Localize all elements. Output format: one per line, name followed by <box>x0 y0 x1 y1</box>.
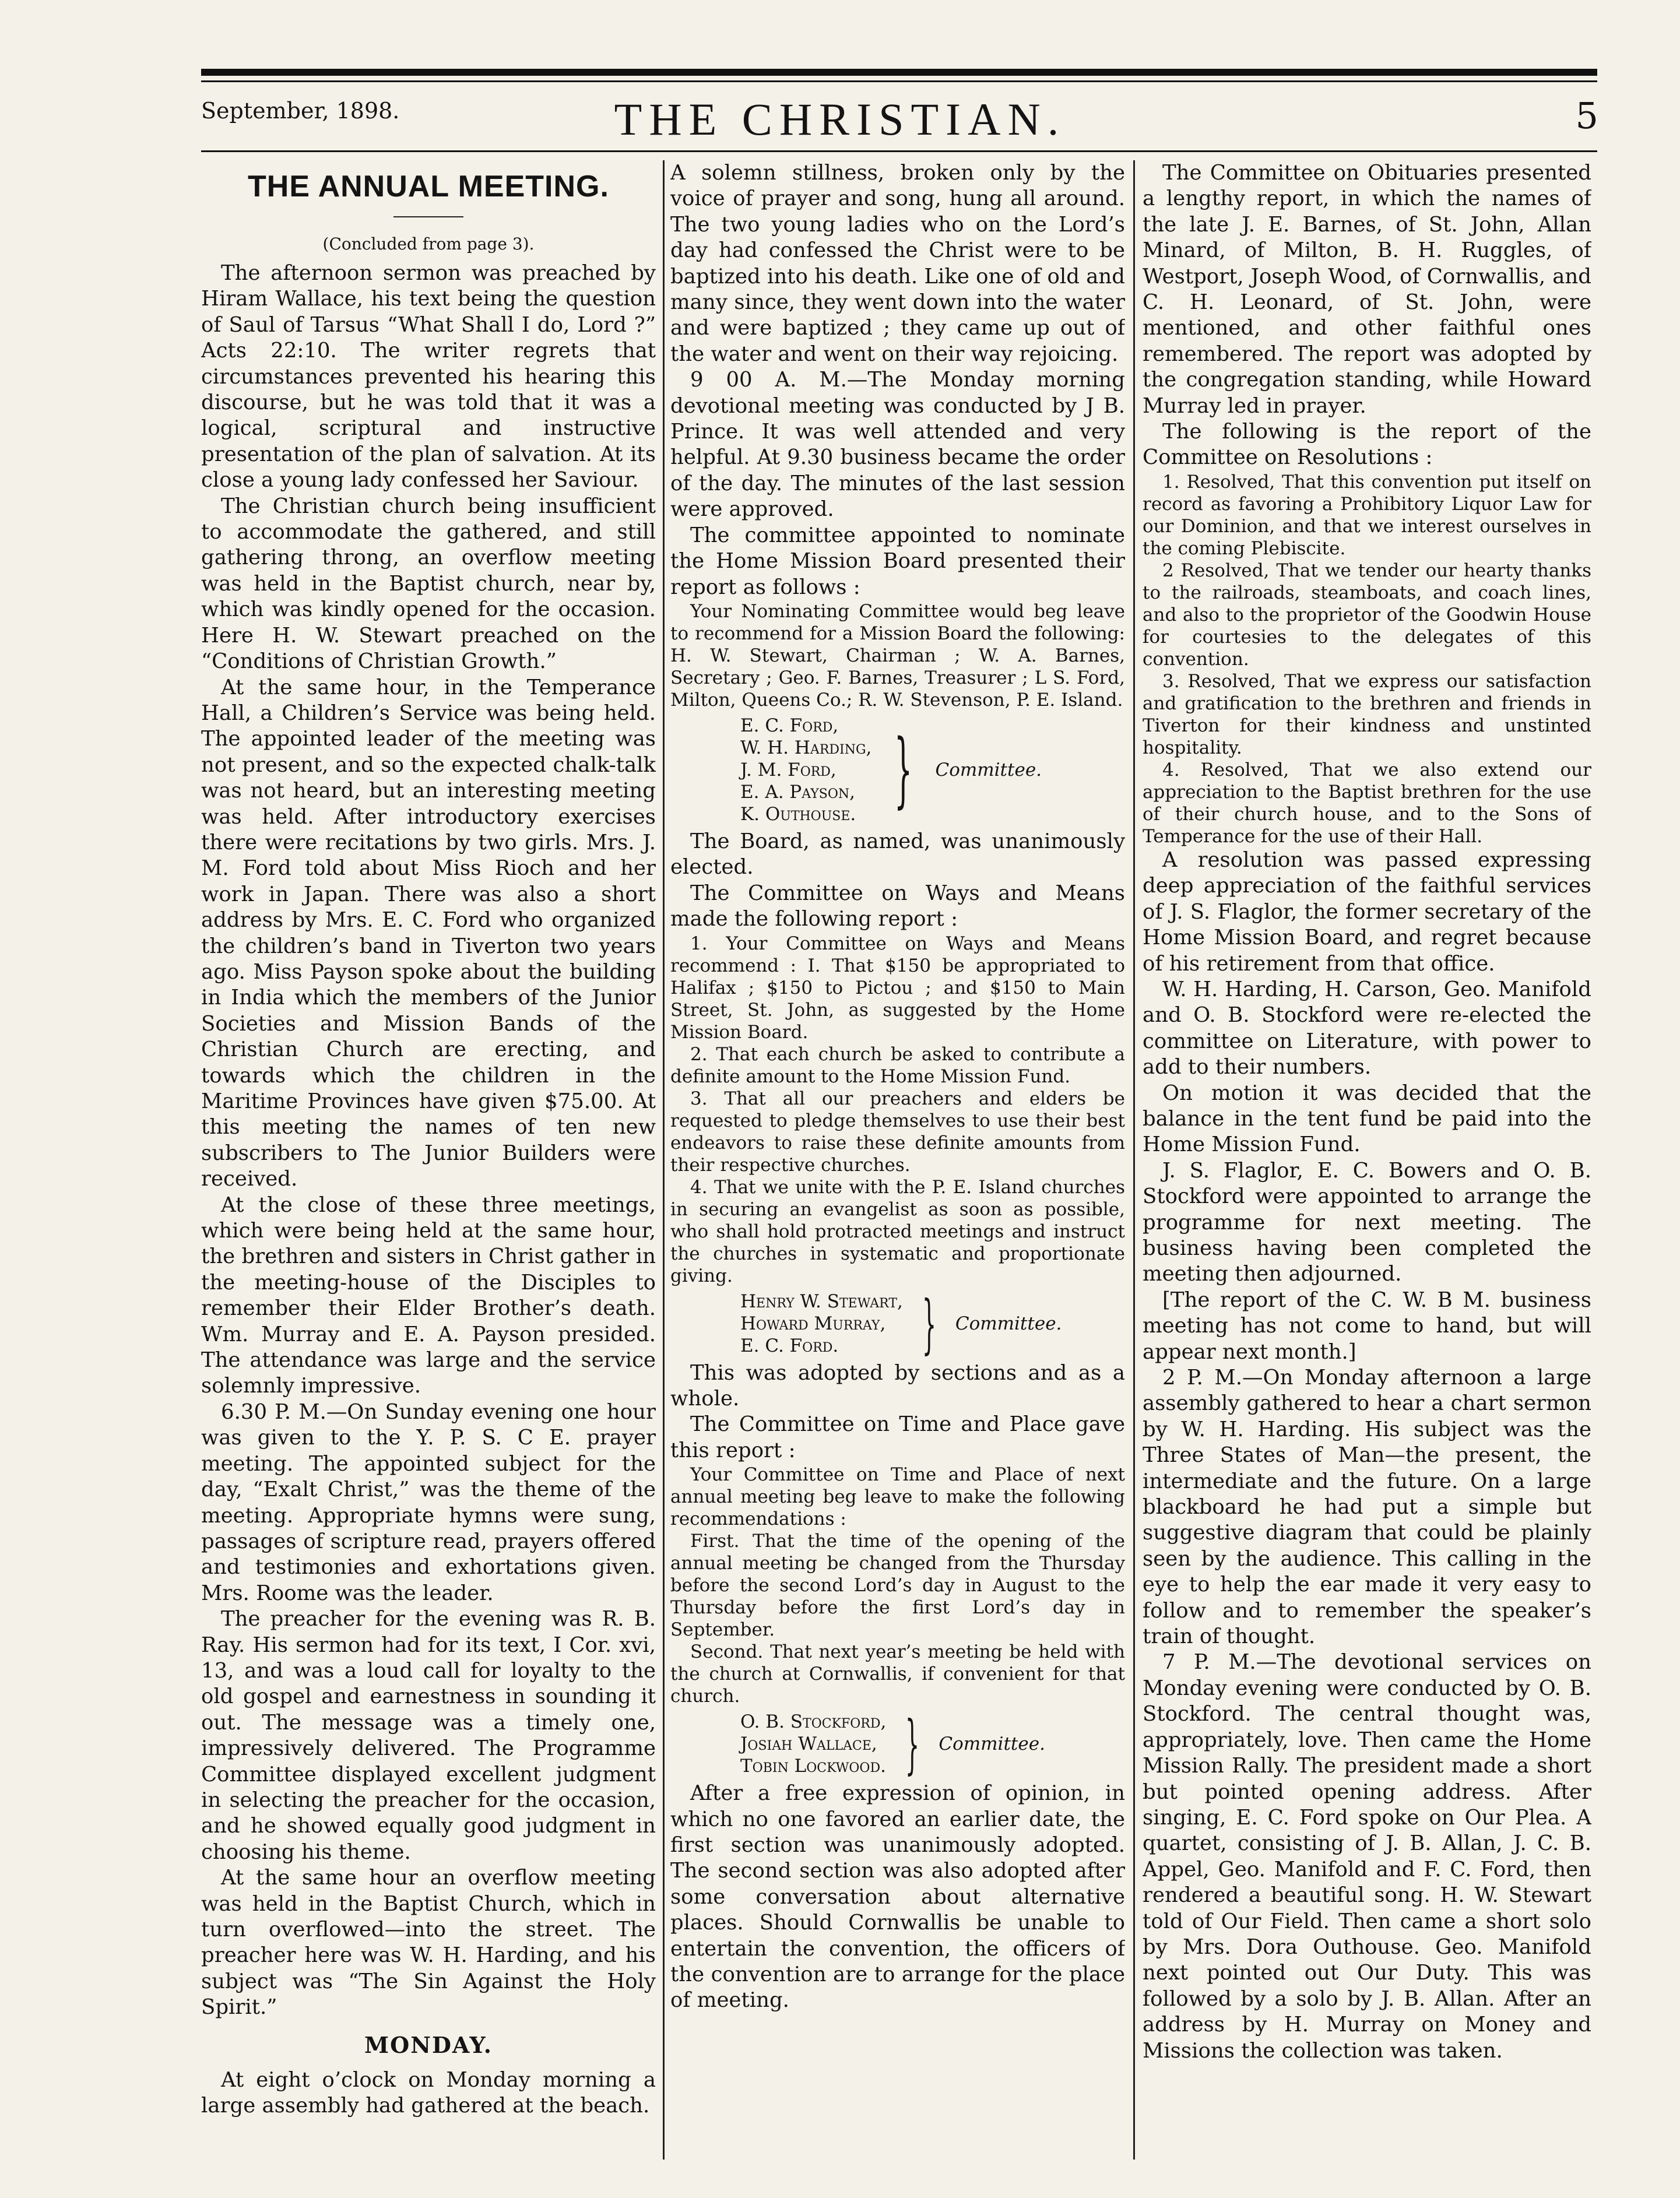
ways-committee-signature <box>740 1286 1125 1361</box>
column-3 <box>1143 160 1591 2160</box>
paragraph: The Committee on Time and Place gave this report : <box>670 1412 1125 1462</box>
brace-icon: } <box>894 722 913 817</box>
paragraph: This was adopted by sections and as a whole. <box>670 1360 1125 1411</box>
issue-date: September, 1898. <box>201 98 400 124</box>
top-rule-thin <box>201 80 1597 82</box>
paragraph: At the same hour, in the Temperance Hall, a Children’s Service was being held. The appointed leader of the meeting was not present, and so the expected chalk-talk was not heard, but an interesting meeting was held. After introductory exercises there were recitations by two girls. Mrs. J. M. Ford told about Miss Rioch and her work in Japan. There was also a short address by Mrs. E. C. Ford who organized the children’s band in Tiverton two years ago. Miss Payson spoke about the building in India which the members of the Junior Societies and Mission Bands of the Christian Church are erecting, and towards which the children in the Maritime Provinces have given $75.00. At this meeting the names of ten new subscribers to The Junior Builders were received. <box>201 675 656 1191</box>
heading-rule <box>393 216 463 217</box>
header-rule <box>201 150 1597 152</box>
paragraph: A resolution was passed expressing deep appreciation of the faithful services of J. S. Flaglor, the former secretary of the Home Mission Board, and regret because of his retirement from that office. <box>1143 847 1591 976</box>
paragraph: First. That the time of the opening of the annual meeting be changed from the Thursday before the second Lord’s day in August to the Thursday before the first Lord’s day in September. <box>670 1531 1125 1641</box>
committee-member: K. Outhouse. <box>740 803 856 825</box>
committee-member: Josiah Wallace, <box>740 1733 877 1755</box>
column-1 <box>201 160 656 2160</box>
committee-member: O. B. Stockford, <box>740 1711 887 1733</box>
paragraph: The committee appointed to nominate the Home Mission Board presented their report as follows : <box>670 523 1125 599</box>
paragraph: At the close of these three meetings, which were being held at the same hour, the brethren and sisters in Christ gather in the meeting-house of the Disciples to remember their Elder Brother’s death. Wm. Murray and E. A. Payson presided. The attendance was large and the service solemnly impressive. <box>201 1193 656 1398</box>
committee-member: Howard Murray, <box>740 1313 886 1334</box>
paragraph: The Christian church being insufficient to accommodate the gathered, and still gathering throng, an overflow meeting was held in the Baptist church, near by, which was kindly opened for the occasion. Here H. W. Stewart preached on the “Conditions of Christian Growth.” <box>201 494 656 674</box>
committee-member: W. H. Harding, <box>740 737 872 758</box>
committee-member: E. C. Ford. <box>740 1335 839 1356</box>
paragraph: The Board, as named, was unanimously elected. <box>670 829 1125 880</box>
paragraph: Your Nominating Committee would beg leave to recommend for a Mission Board the following: H. W. Stewart, Chairman ; W. A. Barnes, Secretary ; Geo. F. Barnes, Treasurer ; L S. Ford, Milton, Queens Co.; R. W. Stevenson, P. E. Island. <box>670 600 1125 711</box>
resolution-item: 4. Resolved, That we also extend our appreciation to the Baptist brethren for the use of their church house, and to the Sons of Temperance for the use of their Hall. <box>1143 759 1591 847</box>
column-divider <box>663 160 665 2160</box>
committee-label: Committee. <box>955 1313 1062 1334</box>
column-2 <box>670 160 1125 2160</box>
concluded-note: (Concluded from page 3). <box>322 234 535 254</box>
paragraph: 7 P. M.—The devotional services on Monday evening were conducted by O. B. Stockford. The central thought was, appropriately, love. Then came the Home Mission Rally. The president made a short but pointed opening address. After singing, E. C. Ford spoke on Our Plea. A quartet, consisting of J. B. Allan, J. C. B. Appel, Geo. Manifold and F. C. Ford, then rendered a beautiful song. H. W. Stewart told of Our Field. Then came a short solo by Mrs. Dora Outhouse. Geo. Manifold next pointed out Our Duty. This was followed by a solo by J. B. Allan. After an address by H. Murray on Money and Missions the collection was taken. <box>1143 1650 1591 2063</box>
paragraph: 3. That all our preachers and elders be requested to pledge themselves to use their best endeavors to raise these definite amounts from their respective churches. <box>670 1088 1125 1176</box>
paragraph: A solemn stillness, broken only by the voice of prayer and song, hung all around. The two young ladies who on the Lord’s day had confessed the Christ were to be baptized into his death. Like one of old and many since, they went down into the water and were baptized ; they came up out of the water and went on their way rejoicing. <box>670 161 1125 366</box>
resolution-item: 2 Resolved, That we tender our hearty thanks to the railroads, steamboats, and coach lines, and also to the proprietor of the Goodwin House for courtesies to the delegates of this convention. <box>1143 560 1591 670</box>
paragraph: [The report of the C. W. B M. business meeting has not come to hand, but will appear next month.] <box>1143 1288 1591 1364</box>
paragraph: Your Committee on Time and Place of next annual meeting beg leave to make the following recommendations : <box>670 1464 1125 1530</box>
page-number: 5 <box>1575 94 1598 137</box>
paragraph: The Committee on Ways and Means made the following report : <box>670 881 1125 931</box>
paragraph: 1. Your Committee on Ways and Means recommend : I. That $150 be appropriated to Halifax ; $150 to Pictou ; and $150 to Main Street, St. John, as suggested by the Home Mission Board. <box>670 933 1125 1043</box>
paragraph: Second. That next year’s meeting be held with the church at Cornwallis, if convenient for that church. <box>670 1641 1125 1707</box>
paragraph: The afternoon sermon was preached by Hiram Wallace, his text being the question of Saul of Tarsus “What Shall I do, Lord ?” Acts 22:10. The writer regrets that circumstances prevented his hearing this discourse, but he was told that it was a logical, scriptural and instructive presentation of the plan of salvation. At its close a young lady confessed her Saviour. <box>201 261 656 493</box>
committee-member: E. C. Ford, <box>740 715 839 736</box>
committee-member: E. A. Payson, <box>740 781 856 803</box>
resolution-item: 3. Resolved, That we express our satisfaction and gratification to the brethren and friends in Tiverton for their kindness and unstinted hospitality. <box>1143 670 1591 758</box>
paragraph: W. H. Harding, H. Carson, Geo. Manifold and O. B. Stockford were re-elected the committee on Literature, with power to add to their numbers. <box>1143 977 1591 1079</box>
paragraph: On motion it was decided that the balance in the tent fund be paid into the Home Mission Fund. <box>1143 1081 1591 1157</box>
column-divider <box>1133 160 1135 2160</box>
committee-member: Henry W. Stewart, <box>740 1290 903 1312</box>
time-committee-signature <box>740 1707 1125 1782</box>
paragraph: 2. That each church be asked to contribute a definite amount to the Home Mission Fund. <box>670 1043 1125 1087</box>
top-rule <box>201 69 1597 76</box>
masthead-title: THE CHRISTIAN. <box>614 94 1066 145</box>
paragraph: After a free expression of opinion, in which no one favored an earlier date, the first section was unanimously adopted. The second section was also adopted after some conversation about alternative places. Should Cornwallis be unable to entertain the convention, the officers of the convention are to arrange for the place of meeting. <box>670 1781 1125 2013</box>
brace-icon: } <box>905 1707 920 1782</box>
paragraph: 4. That we unite with the P. E. Island churches in securing an evangelist as soon as possible, who shall hold protracted meetings and instruct the churches in systematic and proportionate giving. <box>670 1176 1125 1286</box>
brace-icon: } <box>922 1286 937 1361</box>
paragraph: 6.30 P. M.—On Sunday evening one hour was given to the Y. P. S. C E. prayer meeting. The appointed subject for the day, “Exalt Christ,” was the theme of the meeting. Appropriate hymns were sung, passages of scripture read, prayers offered and testimonies and exhortations given. Mrs. Roome was the leader. <box>201 1399 656 1605</box>
paragraph: The Committee on Obituaries presented a lengthy report, in which the names of the late J. E. Barnes, of St. John, Allan Minard, of Milton, B. H. Ruggles, of Westport, Joseph Wood, of Cornwallis, and C. H. Leonard, of St. John, were mentioned, and other faithful ones remembered. The report was adopted by the congregation standing, while Howard Murray led in prayer. <box>1143 161 1591 418</box>
paragraph: 2 P. M.—On Monday afternoon a large assembly gathered to hear a chart sermon by W. H. Harding. His subject was the Three States of Man—the present, the intermediate and the future. On a large blackboard he had put a simple but suggestive diagram that could be plainly seen by the audience. This calling in the eye to help the ear made it very easy to follow and to remember the speaker’s train of thought. <box>1143 1366 1591 1649</box>
nominating-committee-signature <box>740 715 1125 825</box>
committee-member: J. M. Ford, <box>740 759 837 780</box>
resolution-item: 1. Resolved, That this convention put itself on record as favoring a Prohibitory Liquor Law for our Dominion, and that we interest ourselves in the coming Plebiscite. <box>1143 471 1591 559</box>
paragraph: 9 00 A. M.—The Monday morning devotional meeting was conducted by J B. Prince. It was well attended and very helpful. At 9.30 business became the order of the day. The minutes of the last session were approved. <box>670 368 1125 522</box>
article-heading: THE ANNUAL MEETING. <box>248 170 609 203</box>
paragraph: J. S. Flaglor, E. C. Bowers and O. B. Stockford were appointed to arrange the programme for next meeting. The business having been completed the meeting then adjourned. <box>1143 1158 1591 1286</box>
paragraph: The following is the report of the Committee on Resolutions : <box>1143 420 1591 470</box>
paragraph: At the same hour an overflow meeting was held in the Baptist Church, which in turn overflowed—into the street. The preacher here was W. H. Harding, and his subject was “The Sin Against the Holy Spirit.” <box>201 1866 656 2020</box>
committee-member: Tobin Lockwood. <box>740 1756 886 1777</box>
paragraph: At eight o’clock on Monday morning a large assembly had gathered at the beach. <box>201 2067 656 2118</box>
paragraph: The preacher for the evening was R. B. Ray. His sermon had for its text, I Cor. xvi, 13, and was a loud call for loyalty to the old gospel and earnestness in sounding it out. The message was a timely one, impressively delivered. The Programme Committee displayed excellent judgment in selecting the preacher for the occasion, and he showed equally good judgment in choosing his theme. <box>201 1607 656 1864</box>
monday-heading: MONDAY. <box>364 2031 493 2058</box>
committee-label: Committee. <box>935 759 1042 780</box>
committee-label: Committee. <box>939 1733 1045 1755</box>
